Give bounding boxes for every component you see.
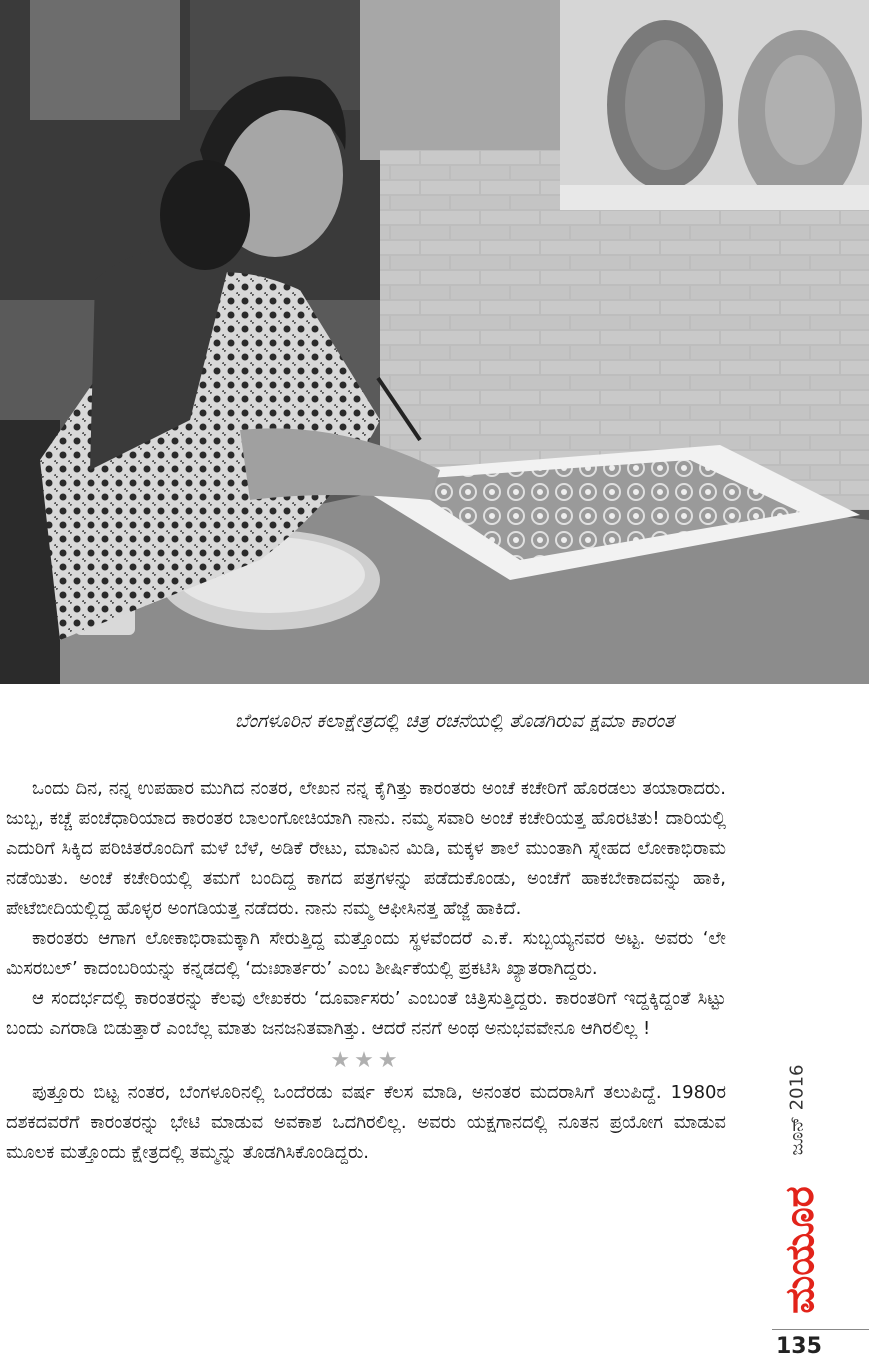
paragraph: ಕಾರಂತರು ಆಗಾಗ ಲೋಕಾಭಿರಾಮಕ್ಕಾಗಿ ಸೇರುತ್ತಿದ್ದ ಮತ್ತೊಂದು ಸ್ಥಳವೆಂದರೆ ಎ.ಕೆ. ಸುಬ್ಬಯ್ಯನವರ ಅಟ್ಟ. ಅವರು ‘ಲೇ ಮಿಸರಬಲ್’ ಕಾದಂಬರಿಯನ್ನು ಕನ್ನಡದಲ್ಲಿ ‘ದುಃಖಾರ್ತರು’ ಎಂಬ ಶೀರ್ಷಿಕೆಯಲ್ಲಿ ಪ್ರಕಟಿಸಿ ಖ್ಯಾತರಾಗಿದ್ದರು. <box>6 928 726 979</box>
paragraph: ಪುತ್ತೂರು ಬಿಟ್ಟ ನಂತರ, ಬೆಂಗಳೂರಿನಲ್ಲಿ ಒಂದೆರಡು ವರ್ಷ ಕೆಲಸ ಮಾಡಿ, ಅನಂತರ ಮದರಾಸಿಗೆ ತಲುಪಿದ್ದೆ. 1980ರ ದಶಕದವರೆಗೆ ಕಾರಂತರನ್ನು ಭೇಟಿ ಮಾಡುವ ಅವಕಾಶ ಒದಗಿರಲಿಲ್ಲ. ಅವರು ಯಕ್ಷಗಾನದಲ್ಲಿ ನೂತನ ಪ್ರಯೋಗ ಮಾಡುವ ಮೂಲಕ ಮತ್ತೊಂದು ಕ್ಷೇತ್ರದಲ್ಲಿ ತಮ್ಮನ್ನು ತೊಡಗಿಸಿಕೊಂಡಿದ್ದರು. <box>6 1082 726 1163</box>
section-separator: ★★★ <box>330 1048 402 1073</box>
magazine-logo <box>770 1180 830 1320</box>
paragraph: ಒಂದು ದಿನ, ನನ್ನ ಉಪಹಾರ ಮುಗಿದ ನಂತರ, ಲೇಖನ ನನ್ನ ಕೈಗಿತ್ತು ಕಾರಂತರು ಅಂಚೆ ಕಚೇರಿಗೆ ಹೊರಡಲು ತಯಾರಾದರು. ಜುಬ್ಬ, ಕಚ್ಚೆ ಪಂಚೆಧಾರಿಯಾದ ಕಾರಂತರ ಬಾಲಂಗೋಚಿಯಾಗಿ ನಾನು. ನಮ್ಮ ಸವಾರಿ ಅಂಚೆ ಕಚೇರಿಯತ್ತ ಹೊರಟಿತು! ದಾರಿಯಲ್ಲಿ ಎದುರಿಗೆ ಸಿಕ್ಕಿದ ಪರಿಚಿತರೊಂದಿಗೆ ಮಳೆ ಬೆಳೆ, ಅಡಿಕೆ ರೇಟು, ಮಾವಿನ ಮಿಡಿ, ಮಕ್ಕಳ ಶಾಲೆ ಮುಂತಾಗಿ ಸ್ನೇಹದ ಲೋಕಾಭಿರಾಮ ನಡೆಯಿತು. ಅಂಚೆ ಕಚೇರಿಯಲ್ಲಿ ತಮಗೆ ಬಂದಿದ್ದ ಕಾಗದ ಪತ್ರಗಳನ್ನು ಪಡೆದುಕೊಂಡು, ಅಂಚೆಗೆ ಹಾಕಬೇಕಾದವನ್ನು ಹಾಕಿ, ಪೇಟೆಬೀದಿಯಲ್ಲಿದ್ದ ಹೊಳ್ಳರ ಅಂಗಡಿಯತ್ತ ನಡೆದರು. ನಾನು ನಮ್ಮ ಆಫೀಸಿನತ್ತ ಹೆಜ್ಜೆ ಹಾಕಿದೆ. <box>6 778 726 919</box>
article-body <box>6 774 726 1168</box>
issue-date <box>777 1030 817 1190</box>
magazine-logo-text: ಮಯೂರ <box>777 1186 823 1314</box>
page-number: 135 <box>776 1334 822 1359</box>
issue-date-text: ಜೂನ್ 2016 <box>786 1064 808 1156</box>
page-number-rule <box>772 1329 869 1330</box>
photo-caption: ಬೆಂಗಳೂರಿನ ಕಲಾಕ್ಷೇತ್ರದಲ್ಲಿ ಚಿತ್ರ ರಚನೆಯಲ್ಲಿ ತೊಡಗಿರುವ ಕ್ಷಮಾ ಕಾರಂತ <box>234 710 675 732</box>
paragraph: ಆ ಸಂದರ್ಭದಲ್ಲಿ ಕಾರಂತರನ್ನು ಕೆಲವು ಲೇಖಕರು ‘ದೂರ್ವಾಸರು’ ಎಂಬಂತೆ ಚಿತ್ರಿಸುತ್ತಿದ್ದರು. ಕಾರಂತರಿಗೆ ಇದ್ದಕ್ಕಿದ್ದಂತೆ ಸಿಟ್ಟು ಬಂದು ಎಗರಾಡಿ ಬಿಡುತ್ತಾರೆ ಎಂಬೆಲ್ಲ ಮಾತು ಜನಜನಿತವಾಗಿತ್ತು. ಆದರೆ ನನಗೆ ಅಂಥ ಅನುಭವವೇನೂ ಆಗಿರಲಿಲ್ಲ ! <box>6 988 726 1039</box>
